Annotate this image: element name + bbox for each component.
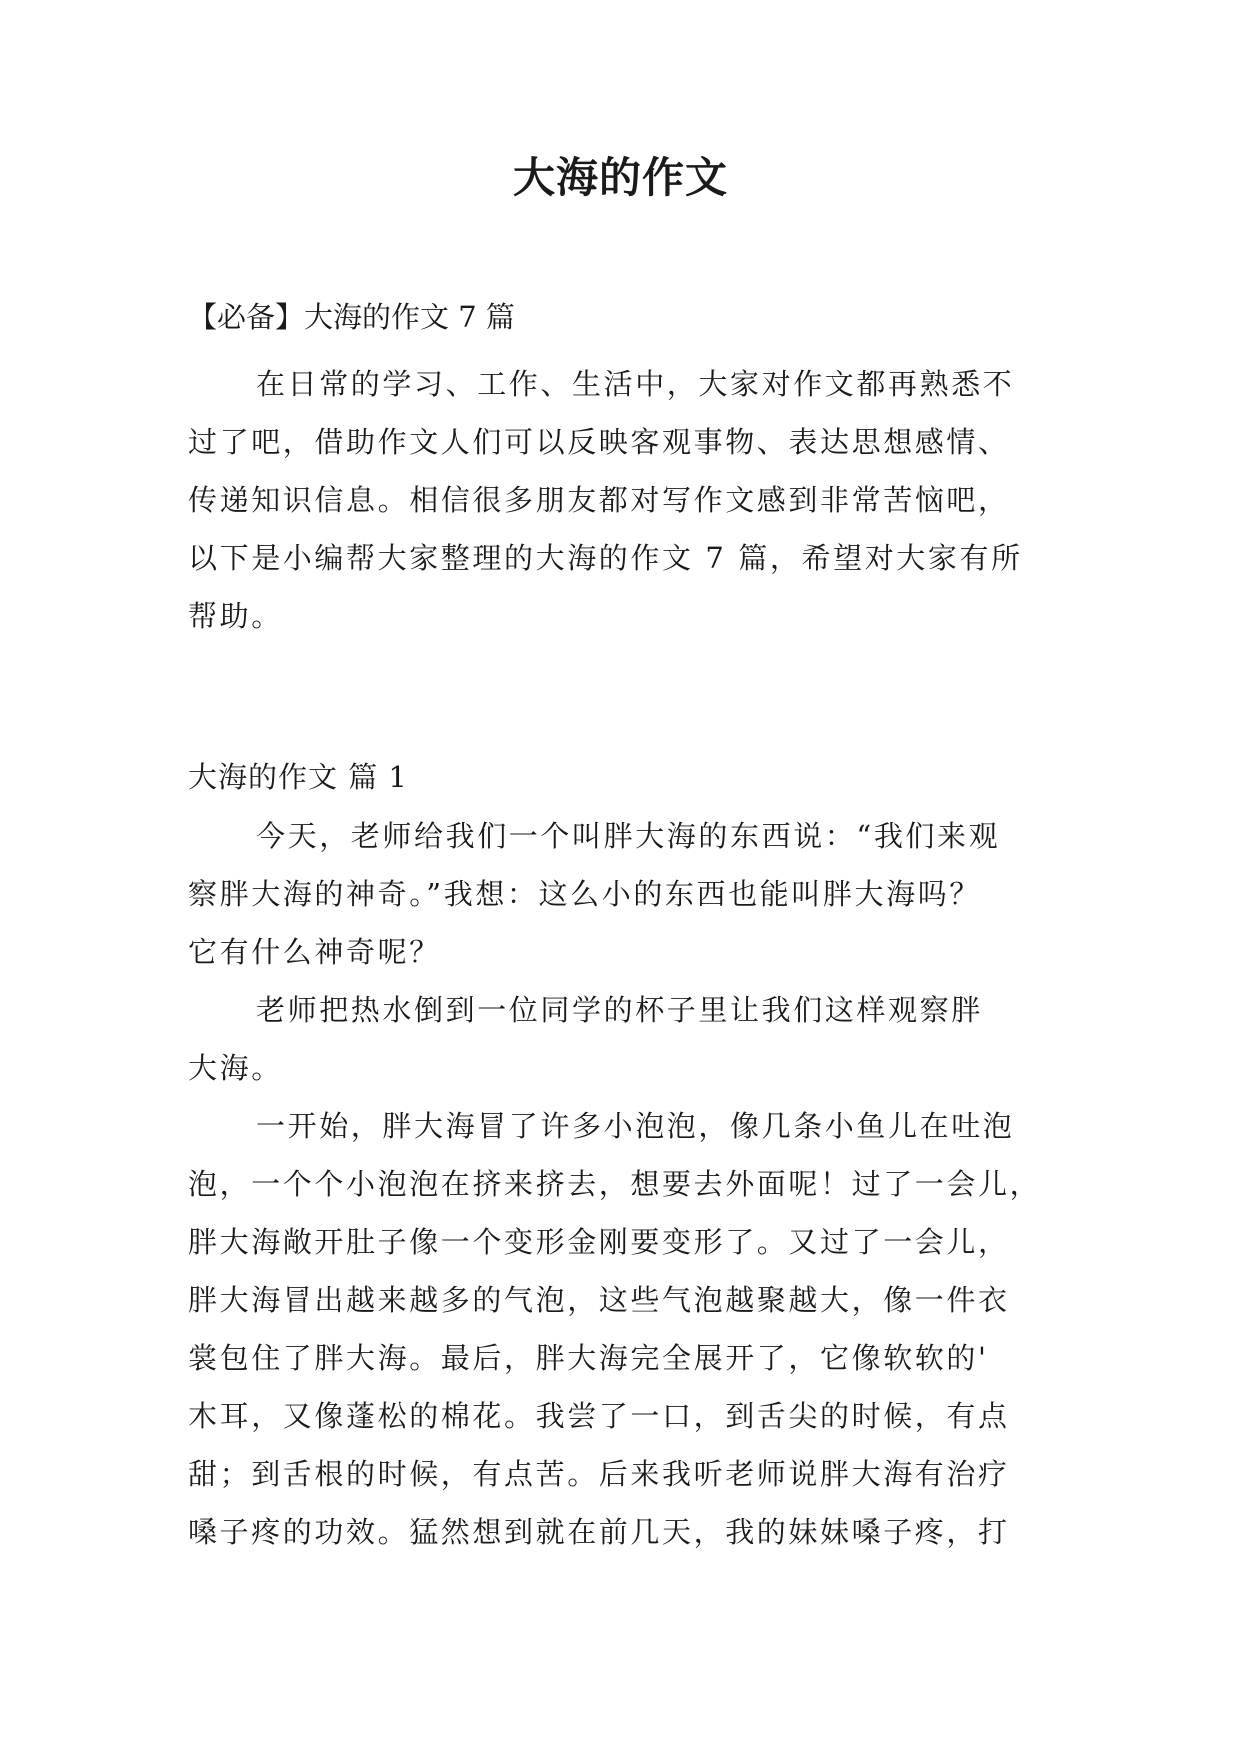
intro-paragraph <box>188 355 1068 645</box>
body-line: 裳包住了胖大海。最后，胖大海完全展开了，它像软软的' <box>188 1341 989 1375</box>
intro-line: 以下是小编帮大家整理的大海的作文 7 篇，希望对大家有所 <box>188 541 1023 575</box>
body-line: 察胖大海的神奇。”我想：这么小的东西也能叫胖大海吗？ <box>188 877 981 911</box>
intro-line: 在日常的学习、工作、生活中，大家对作文都再熟悉不 <box>256 367 1015 401</box>
body-line: 大海。 <box>188 1051 283 1085</box>
body-line: 一开始，胖大海冒了许多小泡泡，像几条小鱼儿在吐泡 <box>256 1109 1015 1143</box>
body-line: 胖大海敞开肚子像一个变形金刚要变形了。又过了一会儿， <box>188 1225 1010 1259</box>
intro-line: 传递知识信息。相信很多朋友都对写作文感到非常苦恼吧， <box>188 483 1010 517</box>
section-heading: 大海的作文 篇 1 <box>188 760 408 794</box>
body-line: 泡，一个个小泡泡在挤来挤去，想要去外面呢！过了一会儿， <box>188 1167 1042 1201</box>
body-line: 它有什么神奇呢？ <box>188 935 441 969</box>
body-line: 老师把热水倒到一位同学的杯子里让我们这样观察胖 <box>256 993 983 1027</box>
body-line: 木耳，又像蓬松的棉花。我尝了一口，到舌尖的时候，有点 <box>188 1399 1010 1433</box>
document-subtitle: 【必备】大海的作文 7 篇 <box>188 300 515 334</box>
body-line: 嗓子疼的功效。猛然想到就在前几天，我的妹妹嗓子疼，打 <box>188 1515 1010 1549</box>
document-title: 大海的作文 <box>512 153 728 202</box>
body-line: 甜；到舌根的时候，有点苦。后来我听老师说胖大海有治疗 <box>188 1457 1010 1491</box>
body-line: 胖大海冒出越来越多的气泡，这些气泡越聚越大，像一件衣 <box>188 1283 1010 1317</box>
intro-line: 帮助。 <box>188 599 283 633</box>
intro-line: 过了吧，借助作文人们可以反映客观事物、表达思想感情、 <box>188 425 1010 459</box>
body-line: 今天，老师给我们一个叫胖大海的东西说：“我们来观 <box>256 819 1001 853</box>
section-body <box>188 807 1068 1561</box>
